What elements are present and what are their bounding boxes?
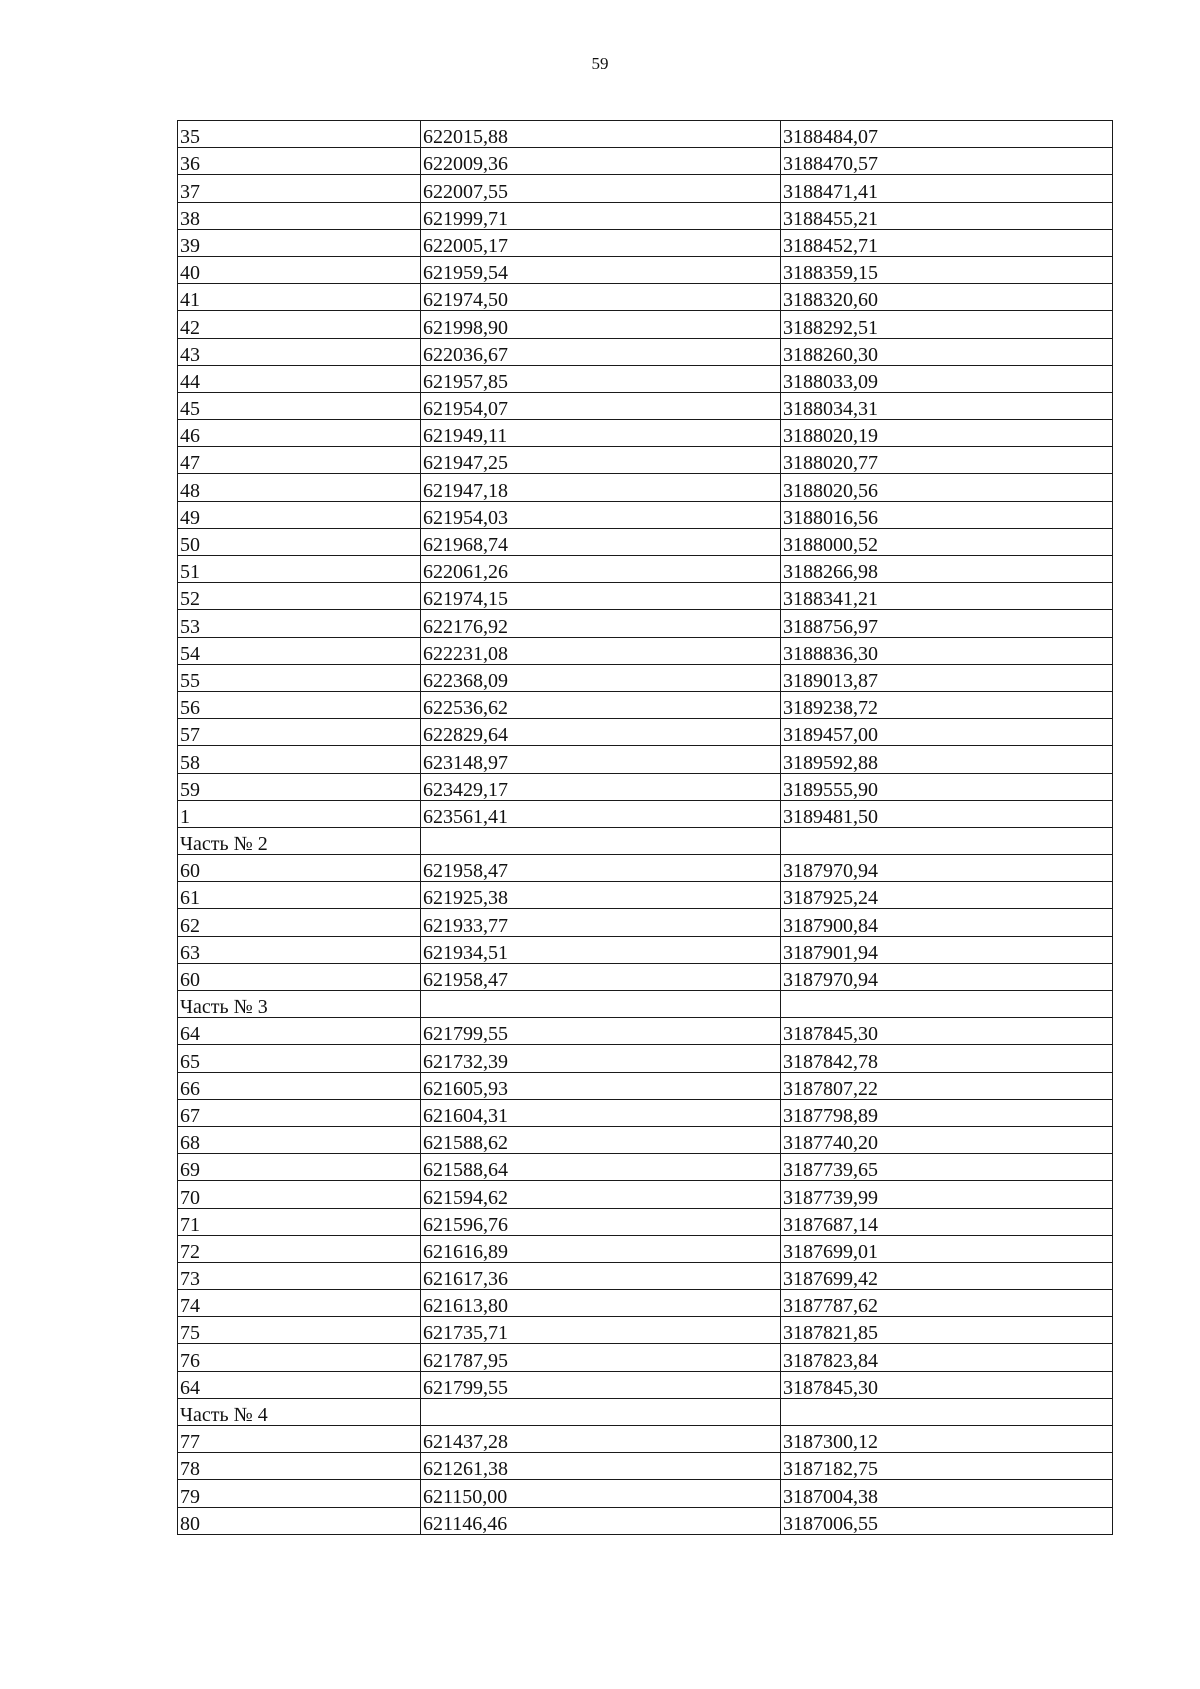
y-coordinate-cell: 3189555,90 — [781, 773, 1113, 800]
y-coordinate-cell: 3187821,85 — [781, 1317, 1113, 1344]
y-coordinate-cell: 3188260,30 — [781, 338, 1113, 365]
table-row — [178, 610, 1113, 637]
point-number-cell: 74 — [178, 1290, 421, 1317]
point-number-cell: 55 — [178, 664, 421, 691]
x-coordinate-cell: 621954,03 — [421, 501, 781, 528]
point-number-cell: 53 — [178, 610, 421, 637]
table-row — [178, 447, 1113, 474]
table-row — [178, 800, 1113, 827]
point-number-cell: 52 — [178, 583, 421, 610]
y-coordinate-cell: 3188756,97 — [781, 610, 1113, 637]
y-coordinate-cell: 3187739,99 — [781, 1181, 1113, 1208]
x-coordinate-cell — [421, 991, 781, 1018]
y-coordinate-cell: 3188471,41 — [781, 175, 1113, 202]
point-number-cell: 79 — [178, 1480, 421, 1507]
table-row — [178, 1453, 1113, 1480]
table-row — [178, 1480, 1113, 1507]
x-coordinate-cell: 621617,36 — [421, 1262, 781, 1289]
y-coordinate-cell: 3188020,56 — [781, 474, 1113, 501]
y-coordinate-cell: 3187970,94 — [781, 855, 1113, 882]
point-number-cell: 44 — [178, 365, 421, 392]
point-number-cell: 37 — [178, 175, 421, 202]
table-row — [178, 338, 1113, 365]
x-coordinate-cell: 622231,08 — [421, 637, 781, 664]
y-coordinate-cell: 3187845,30 — [781, 1018, 1113, 1045]
point-number-cell: 58 — [178, 746, 421, 773]
coordinates-table — [177, 120, 1113, 1535]
x-coordinate-cell: 621959,54 — [421, 256, 781, 283]
table-row — [178, 746, 1113, 773]
y-coordinate-cell: 3187798,89 — [781, 1099, 1113, 1126]
y-coordinate-cell: 3188292,51 — [781, 311, 1113, 338]
y-coordinate-cell: 3187182,75 — [781, 1453, 1113, 1480]
point-number-cell: 49 — [178, 501, 421, 528]
y-coordinate-cell: 3189238,72 — [781, 691, 1113, 718]
y-coordinate-cell: 3188016,56 — [781, 501, 1113, 528]
table-row — [178, 121, 1113, 148]
table-row — [178, 691, 1113, 718]
x-coordinate-cell: 622009,36 — [421, 148, 781, 175]
point-number-cell: 71 — [178, 1208, 421, 1235]
table-row — [178, 827, 1113, 854]
table-row — [178, 991, 1113, 1018]
table-row — [178, 963, 1113, 990]
point-number-cell: 45 — [178, 392, 421, 419]
table-row — [178, 365, 1113, 392]
point-number-cell: 62 — [178, 909, 421, 936]
x-coordinate-cell: 621150,00 — [421, 1480, 781, 1507]
x-coordinate-cell: 621588,62 — [421, 1126, 781, 1153]
x-coordinate-cell: 622368,09 — [421, 664, 781, 691]
table-row — [178, 1317, 1113, 1344]
point-number-cell: 38 — [178, 202, 421, 229]
table-row — [178, 1290, 1113, 1317]
table-row — [178, 311, 1113, 338]
y-coordinate-cell: 3189592,88 — [781, 746, 1113, 773]
table-row — [178, 1235, 1113, 1262]
table-row — [178, 1045, 1113, 1072]
table-row — [178, 175, 1113, 202]
table-row — [178, 637, 1113, 664]
x-coordinate-cell: 621735,71 — [421, 1317, 781, 1344]
point-number-cell: 64 — [178, 1371, 421, 1398]
x-coordinate-cell: 621947,25 — [421, 447, 781, 474]
y-coordinate-cell: 3187300,12 — [781, 1426, 1113, 1453]
x-coordinate-cell: 621799,55 — [421, 1371, 781, 1398]
x-coordinate-cell: 621605,93 — [421, 1072, 781, 1099]
y-coordinate-cell: 3188470,57 — [781, 148, 1113, 175]
point-number-cell: Часть № 3 — [178, 991, 421, 1018]
point-number-cell: 75 — [178, 1317, 421, 1344]
y-coordinate-cell: 3188033,09 — [781, 365, 1113, 392]
x-coordinate-cell: 621968,74 — [421, 528, 781, 555]
table-row — [178, 1018, 1113, 1045]
table-row — [178, 664, 1113, 691]
point-number-cell: 72 — [178, 1235, 421, 1262]
x-coordinate-cell: 622176,92 — [421, 610, 781, 637]
table-row — [178, 556, 1113, 583]
y-coordinate-cell: 3187787,62 — [781, 1290, 1113, 1317]
x-coordinate-cell: 622061,26 — [421, 556, 781, 583]
x-coordinate-cell: 621933,77 — [421, 909, 781, 936]
y-coordinate-cell: 3188000,52 — [781, 528, 1113, 555]
x-coordinate-cell: 622015,88 — [421, 121, 781, 148]
y-coordinate-cell — [781, 991, 1113, 1018]
table-row — [178, 855, 1113, 882]
x-coordinate-cell: 621613,80 — [421, 1290, 781, 1317]
table-row — [178, 909, 1113, 936]
point-number-cell: 59 — [178, 773, 421, 800]
table-row — [178, 1126, 1113, 1153]
y-coordinate-cell: 3189013,87 — [781, 664, 1113, 691]
point-number-cell: 57 — [178, 719, 421, 746]
point-number-cell: 40 — [178, 256, 421, 283]
point-number-cell: 67 — [178, 1099, 421, 1126]
y-coordinate-cell: 3188484,07 — [781, 121, 1113, 148]
table-row — [178, 1398, 1113, 1425]
y-coordinate-cell — [781, 827, 1113, 854]
point-number-cell: 73 — [178, 1262, 421, 1289]
y-coordinate-cell: 3188020,19 — [781, 420, 1113, 447]
point-number-cell: 77 — [178, 1426, 421, 1453]
y-coordinate-cell: 3187970,94 — [781, 963, 1113, 990]
page-number: 59 — [591, 54, 609, 73]
y-coordinate-cell: 3187739,65 — [781, 1154, 1113, 1181]
x-coordinate-cell: 622005,17 — [421, 229, 781, 256]
point-number-cell: 78 — [178, 1453, 421, 1480]
point-number-cell: 35 — [178, 121, 421, 148]
y-coordinate-cell: 3188452,71 — [781, 229, 1113, 256]
table-row — [178, 392, 1113, 419]
x-coordinate-cell: 622829,64 — [421, 719, 781, 746]
x-coordinate-cell: 621799,55 — [421, 1018, 781, 1045]
table-row — [178, 1426, 1113, 1453]
table-row — [178, 719, 1113, 746]
table-row — [178, 1181, 1113, 1208]
x-coordinate-cell: 621974,15 — [421, 583, 781, 610]
y-coordinate-cell: 3188034,31 — [781, 392, 1113, 419]
x-coordinate-cell: 621949,11 — [421, 420, 781, 447]
y-coordinate-cell: 3188020,77 — [781, 447, 1113, 474]
coordinates-table-body — [178, 121, 1113, 1535]
y-coordinate-cell: 3187006,55 — [781, 1507, 1113, 1534]
point-number-cell: Часть № 2 — [178, 827, 421, 854]
point-number-cell: 43 — [178, 338, 421, 365]
x-coordinate-cell: 621261,38 — [421, 1453, 781, 1480]
x-coordinate-cell: 621954,07 — [421, 392, 781, 419]
table-row — [178, 284, 1113, 311]
x-coordinate-cell: 623148,97 — [421, 746, 781, 773]
x-coordinate-cell: 621934,51 — [421, 936, 781, 963]
point-number-cell: 76 — [178, 1344, 421, 1371]
point-number-cell: 69 — [178, 1154, 421, 1181]
point-number-cell: 51 — [178, 556, 421, 583]
point-number-cell: 56 — [178, 691, 421, 718]
point-number-cell: 47 — [178, 447, 421, 474]
point-number-cell: 68 — [178, 1126, 421, 1153]
table-row — [178, 474, 1113, 501]
point-number-cell: 41 — [178, 284, 421, 311]
y-coordinate-cell: 3187699,01 — [781, 1235, 1113, 1262]
table-row — [178, 1208, 1113, 1235]
table-row — [178, 1507, 1113, 1534]
y-coordinate-cell: 3188455,21 — [781, 202, 1113, 229]
point-number-cell: Часть № 4 — [178, 1398, 421, 1425]
x-coordinate-cell: 621925,38 — [421, 882, 781, 909]
x-coordinate-cell: 621616,89 — [421, 1235, 781, 1262]
point-number-cell: 70 — [178, 1181, 421, 1208]
x-coordinate-cell: 622007,55 — [421, 175, 781, 202]
y-coordinate-cell: 3187900,84 — [781, 909, 1113, 936]
point-number-cell: 65 — [178, 1045, 421, 1072]
x-coordinate-cell: 621947,18 — [421, 474, 781, 501]
table-row — [178, 202, 1113, 229]
y-coordinate-cell: 3187823,84 — [781, 1344, 1113, 1371]
table-row — [178, 501, 1113, 528]
table-row — [178, 148, 1113, 175]
y-coordinate-cell: 3187845,30 — [781, 1371, 1113, 1398]
table-row — [178, 1262, 1113, 1289]
point-number-cell: 39 — [178, 229, 421, 256]
x-coordinate-cell: 621604,31 — [421, 1099, 781, 1126]
point-number-cell: 36 — [178, 148, 421, 175]
table-row — [178, 1371, 1113, 1398]
point-number-cell: 60 — [178, 963, 421, 990]
table-row — [178, 882, 1113, 909]
y-coordinate-cell: 3187004,38 — [781, 1480, 1113, 1507]
point-number-cell: 42 — [178, 311, 421, 338]
x-coordinate-cell: 621732,39 — [421, 1045, 781, 1072]
y-coordinate-cell: 3189457,00 — [781, 719, 1113, 746]
x-coordinate-cell: 621588,64 — [421, 1154, 781, 1181]
y-coordinate-cell: 3189481,50 — [781, 800, 1113, 827]
y-coordinate-cell: 3187740,20 — [781, 1126, 1113, 1153]
x-coordinate-cell: 621999,71 — [421, 202, 781, 229]
y-coordinate-cell: 3188320,60 — [781, 284, 1113, 311]
table-row — [178, 420, 1113, 447]
x-coordinate-cell: 621146,46 — [421, 1507, 781, 1534]
point-number-cell: 46 — [178, 420, 421, 447]
y-coordinate-cell: 3187687,14 — [781, 1208, 1113, 1235]
table-row — [178, 1344, 1113, 1371]
table-row — [178, 583, 1113, 610]
point-number-cell: 50 — [178, 528, 421, 555]
table-row — [178, 1099, 1113, 1126]
x-coordinate-cell: 621594,62 — [421, 1181, 781, 1208]
point-number-cell: 63 — [178, 936, 421, 963]
x-coordinate-cell: 623429,17 — [421, 773, 781, 800]
y-coordinate-cell: 3187842,78 — [781, 1045, 1113, 1072]
x-coordinate-cell: 621998,90 — [421, 311, 781, 338]
point-number-cell: 64 — [178, 1018, 421, 1045]
x-coordinate-cell: 621958,47 — [421, 855, 781, 882]
y-coordinate-cell: 3188836,30 — [781, 637, 1113, 664]
point-number-cell: 61 — [178, 882, 421, 909]
point-number-cell: 54 — [178, 637, 421, 664]
x-coordinate-cell: 621958,47 — [421, 963, 781, 990]
x-coordinate-cell: 622036,67 — [421, 338, 781, 365]
x-coordinate-cell: 621787,95 — [421, 1344, 781, 1371]
point-number-cell: 1 — [178, 800, 421, 827]
x-coordinate-cell: 622536,62 — [421, 691, 781, 718]
point-number-cell: 80 — [178, 1507, 421, 1534]
y-coordinate-cell: 3188359,15 — [781, 256, 1113, 283]
table-row — [178, 528, 1113, 555]
x-coordinate-cell — [421, 827, 781, 854]
x-coordinate-cell — [421, 1398, 781, 1425]
y-coordinate-cell: 3187807,22 — [781, 1072, 1113, 1099]
y-coordinate-cell — [781, 1398, 1113, 1425]
y-coordinate-cell: 3188266,98 — [781, 556, 1113, 583]
table-row — [178, 256, 1113, 283]
x-coordinate-cell: 623561,41 — [421, 800, 781, 827]
x-coordinate-cell: 621596,76 — [421, 1208, 781, 1235]
table-row — [178, 1072, 1113, 1099]
point-number-cell: 60 — [178, 855, 421, 882]
x-coordinate-cell: 621957,85 — [421, 365, 781, 392]
x-coordinate-cell: 621437,28 — [421, 1426, 781, 1453]
x-coordinate-cell: 621974,50 — [421, 284, 781, 311]
point-number-cell: 48 — [178, 474, 421, 501]
table-row — [178, 229, 1113, 256]
y-coordinate-cell: 3187925,24 — [781, 882, 1113, 909]
table-row — [178, 773, 1113, 800]
y-coordinate-cell: 3188341,21 — [781, 583, 1113, 610]
point-number-cell: 66 — [178, 1072, 421, 1099]
y-coordinate-cell: 3187699,42 — [781, 1262, 1113, 1289]
table-row — [178, 1154, 1113, 1181]
y-coordinate-cell: 3187901,94 — [781, 936, 1113, 963]
table-row — [178, 936, 1113, 963]
